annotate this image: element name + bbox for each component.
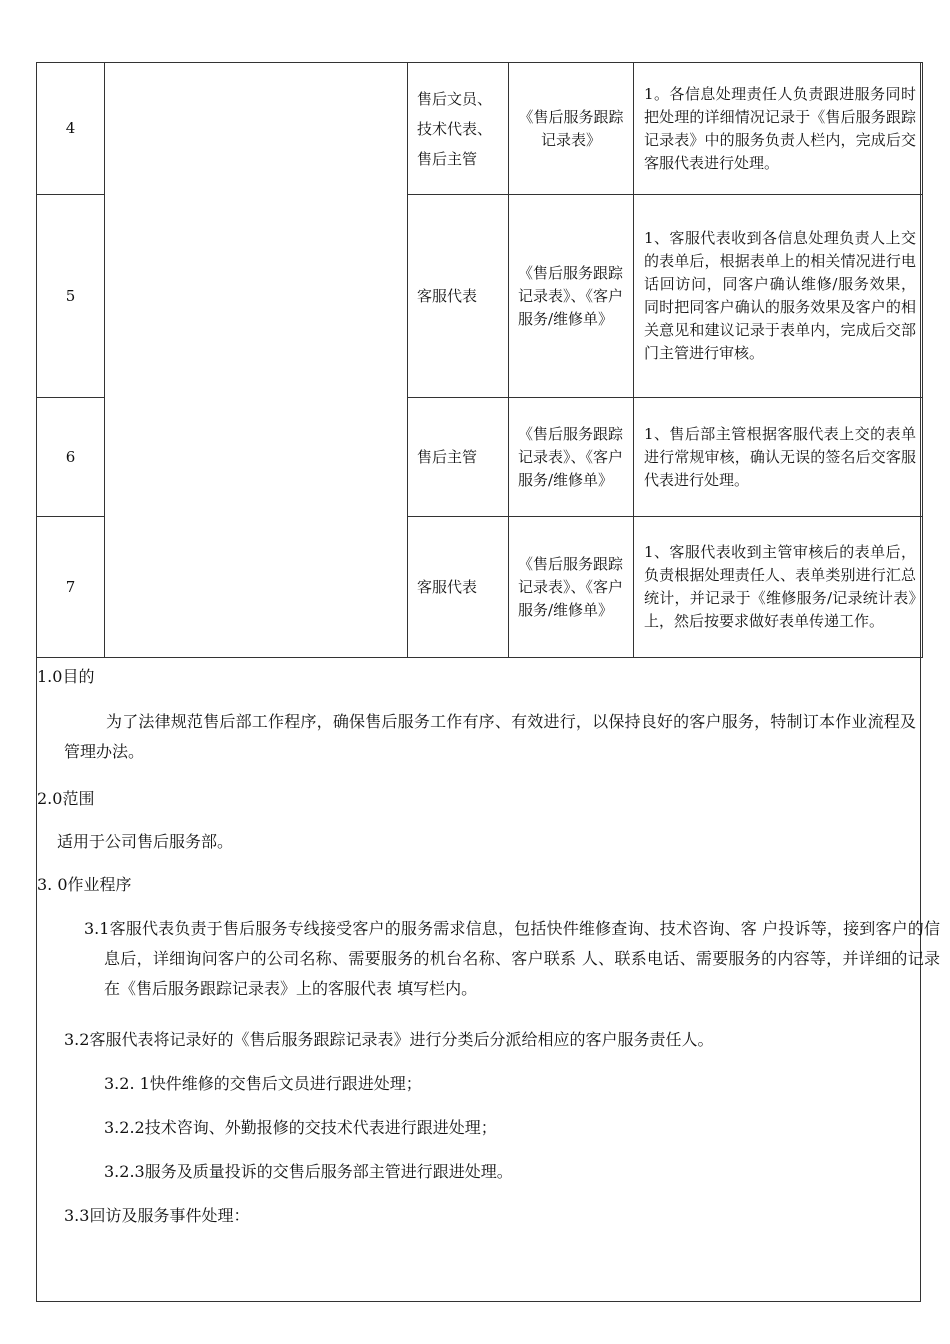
- procedure-item-3-2-2: 3.2.2技术咨询、外勤报修的交技术代表进行跟进处理；: [104, 1118, 497, 1137]
- section-heading-purpose: 1.0目的: [37, 667, 95, 686]
- step-role: 售后主管: [408, 398, 509, 517]
- step-description: 1、售后部主管根据客服代表上交的表单进行常规审核，确认无误的签名后交客服代表进行处理。: [634, 398, 923, 517]
- step-form: 《售后服务跟踪记录表》、《客户服务/维修单》: [509, 195, 634, 398]
- step-role: 客服代表: [408, 195, 509, 398]
- procedure-item-3-3: 3.3回访及服务事件处理：: [64, 1206, 250, 1225]
- step-form: 《售后服务跟踪记录表》、《客户服务/维修单》: [509, 398, 634, 517]
- section-heading-scope: 2.0范围: [37, 789, 95, 808]
- procedure-item-3-2-3: 3.2.3服务及质量投诉的交售后服务部主管进行跟进处理。: [104, 1162, 513, 1181]
- section-heading-procedure: 3. 0作业程序: [37, 875, 132, 894]
- step-description: 1、客服代表收到主管审核后的表单后，负责根据处理责任人、表单类别进行汇总统计，并记录于《维修服务/记录统计表》上，然后按要求做好表单传递工作。: [634, 517, 923, 658]
- procedure-table: [36, 62, 923, 658]
- table-row: [37, 63, 923, 195]
- flowchart-area: [105, 63, 408, 658]
- step-number: 5: [37, 195, 105, 398]
- step-role: 售后文员、技术代表、售后主管: [408, 63, 509, 195]
- procedure-item-3-1: 3.1客服代表负责于售后服务专线接受客户的服务需求信息，包括快件维修查询、技术咨询、客 户投诉等，接到客户的信息后，详细询问客户的公司名称、需要服务的机台名称、客户联系 人、联系电话、需要服务的内容等，并详细的记录在《售后服务跟踪记录表》上的客服代表 填写栏内。: [84, 919, 940, 998]
- section-body-scope: 适用于公司售后服务部。: [57, 832, 234, 851]
- procedure-item-3-2-1: 3.2. 1快件维修的交售后文员进行跟进处理；: [104, 1074, 422, 1093]
- step-number: 4: [37, 63, 105, 195]
- step-description: 1、客服代表收到各信息处理负责人上交的表单后，根据表单上的相关情况进行电话回访问，同客户确认维修/服务效果，同时把同客户确认的服务效果及客户的相关意见和建议记录于表单内，完成后交部门主管进行审核。: [634, 195, 923, 398]
- step-form: 《售后服务跟踪记录表》: [509, 63, 634, 195]
- section-body-purpose: 为了法律规范售后部工作程序，确保售后服务工作有序、有效进行，以保持良好的客户服务，特制订本作业流程及管理办法。: [64, 712, 916, 761]
- step-number: 7: [37, 517, 105, 658]
- step-number: 6: [37, 398, 105, 517]
- step-role: 客服代表: [408, 517, 509, 658]
- step-description: 1。各信息处理责任人负责跟进服务同时把处理的详细情况记录于《售后服务跟踪记录表》中的服务负责人栏内，完成后交客服代表进行处理。: [634, 63, 923, 195]
- procedure-item-3-2: 3.2客服代表将记录好的《售后服务跟踪记录表》进行分类后分派给相应的客户服务责任人。: [64, 1030, 714, 1049]
- step-form: 《售后服务跟踪记录表》、《客户服务/维修单》: [509, 517, 634, 658]
